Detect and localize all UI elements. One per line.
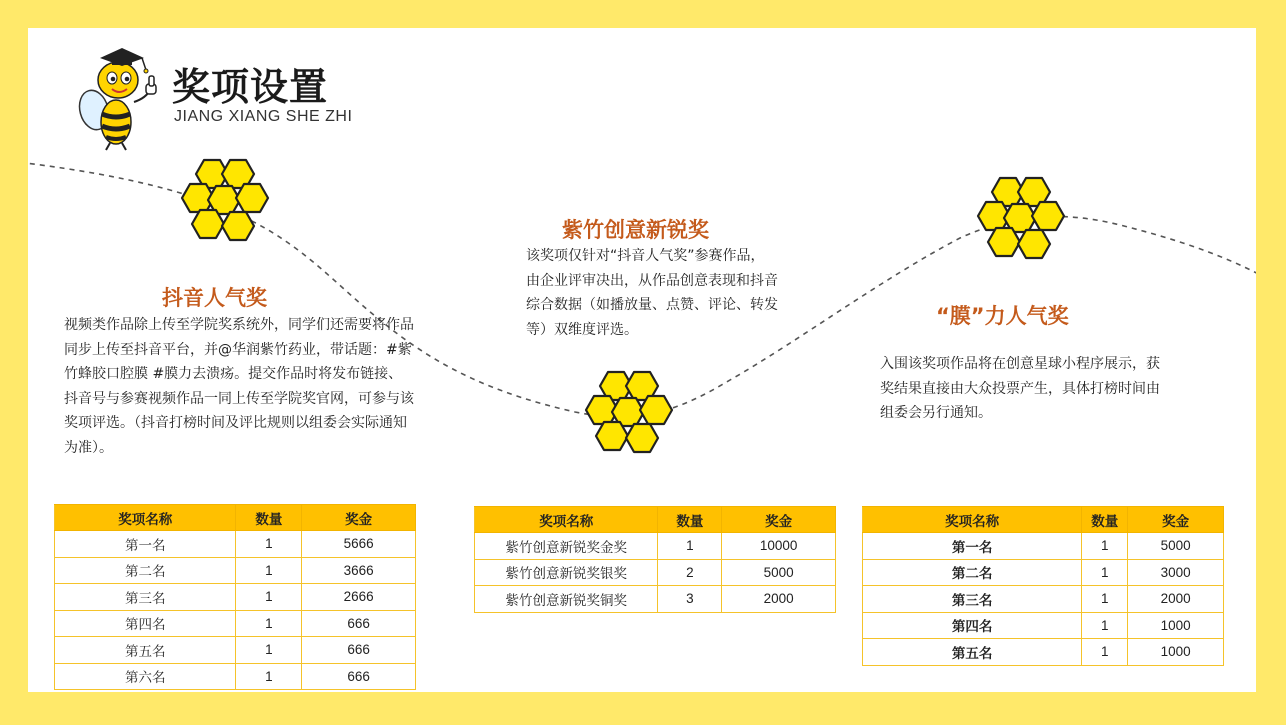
table-row <box>475 533 836 560</box>
table-row <box>863 533 1224 560</box>
table-row <box>55 663 416 690</box>
cell-award-name: 第四名 <box>55 610 236 637</box>
table-header-prize: 奖金 <box>302 505 416 531</box>
cell-prize: 2000 <box>1128 586 1224 613</box>
table-header-name: 奖项名称 <box>475 507 658 533</box>
cell-award-name: 第三名 <box>863 586 1082 613</box>
table-header-prize: 奖金 <box>722 507 836 533</box>
cell-quantity: 1 <box>236 610 302 637</box>
table-row <box>55 610 416 637</box>
table-row <box>55 531 416 558</box>
table-header-quantity: 数量 <box>236 505 302 531</box>
table-row <box>863 639 1224 666</box>
table-row <box>55 557 416 584</box>
table-header-prize: 奖金 <box>1128 507 1224 533</box>
cell-award-name: 紫竹创意新锐奖银奖 <box>475 559 658 586</box>
cell-quantity: 1 <box>658 533 722 560</box>
cell-quantity: 1 <box>1082 612 1128 639</box>
cell-quantity: 2 <box>658 559 722 586</box>
cell-quantity: 1 <box>236 531 302 558</box>
slide <box>28 28 1256 692</box>
cell-quantity: 1 <box>1082 533 1128 560</box>
cell-award-name: 第三名 <box>55 584 236 611</box>
table-row <box>863 559 1224 586</box>
cell-award-name: 紫竹创意新锐奖铜奖 <box>475 586 658 613</box>
table-header-quantity: 数量 <box>658 507 722 533</box>
cell-award-name: 第六名 <box>55 663 236 690</box>
table-row <box>475 586 836 613</box>
cell-award-name: 紫竹创意新锐奖金奖 <box>475 533 658 560</box>
prize-table-zizhu <box>474 506 836 613</box>
honeycomb-icon <box>172 156 284 256</box>
cell-award-name: 第一名 <box>55 531 236 558</box>
cell-quantity: 1 <box>1082 586 1128 613</box>
cell-prize: 5666 <box>302 531 416 558</box>
table-header-name: 奖项名称 <box>863 507 1082 533</box>
award-title-zizhu: 紫竹创意新锐奖 <box>562 218 709 242</box>
cell-prize: 3000 <box>1128 559 1224 586</box>
cell-prize: 5000 <box>722 559 836 586</box>
cell-quantity: 3 <box>658 586 722 613</box>
honeycomb-icon <box>576 368 688 468</box>
cell-prize: 666 <box>302 663 416 690</box>
cell-prize: 2000 <box>722 586 836 613</box>
cell-prize: 10000 <box>722 533 836 560</box>
award-title-douyin: 抖音人气奖 <box>162 286 267 310</box>
cell-prize: 1000 <box>1128 612 1224 639</box>
cell-quantity: 1 <box>236 584 302 611</box>
cell-prize: 666 <box>302 610 416 637</box>
cell-award-name: 第二名 <box>55 557 236 584</box>
cell-award-name: 第五名 <box>863 639 1082 666</box>
award-desc-zizhu: 该奖项仅针对“抖音人气奖”参赛作品，由企业评审决出，从作品创意表现和抖音综合数据（如播放量、点赞、评论、转发等）双维度评选。 <box>526 248 778 338</box>
honeycomb-icon <box>968 174 1080 274</box>
prize-table-douyin <box>54 504 416 690</box>
cell-quantity: 1 <box>1082 559 1128 586</box>
page-subtitle: JIANG XIANG SHE ZHI <box>174 108 353 125</box>
cell-prize: 5000 <box>1128 533 1224 560</box>
cell-prize: 666 <box>302 637 416 664</box>
cell-prize: 2666 <box>302 584 416 611</box>
cell-prize: 1000 <box>1128 639 1224 666</box>
table-header-name: 奖项名称 <box>55 505 236 531</box>
cell-award-name: 第四名 <box>863 612 1082 639</box>
cell-award-name: 第一名 <box>863 533 1082 560</box>
cell-quantity: 1 <box>1082 639 1128 666</box>
table-row <box>55 584 416 611</box>
award-desc-douyin: 视频类作品除上传至学院奖系统外，同学们还需要将作品同步上传至抖音平台，并@华润紫竹药业，带话题：#紫竹蜂胶口腔膜 #膜力去溃疡。提交作品时将发布链接、抖音号与参赛视频作品一同上传至学院奖官网，可参与该奖项评选。（抖音打榜时间及评比规则以组委会实际通知为准）。 <box>64 317 414 456</box>
prize-table-mo <box>862 506 1224 666</box>
award-desc-mo: 入围该奖项作品将在创意星球小程序展示，获奖结果直接由大众投票产生，具体打榜时间由组委会另行通知。 <box>880 356 1160 421</box>
table-header-quantity: 数量 <box>1082 507 1128 533</box>
bee-mascot-icon <box>72 40 172 152</box>
award-title-mo: “膜”力人气奖 <box>936 304 1069 328</box>
cell-quantity: 1 <box>236 663 302 690</box>
table-row <box>863 586 1224 613</box>
table-row <box>475 559 836 586</box>
table-row <box>55 637 416 664</box>
cell-quantity: 1 <box>236 637 302 664</box>
cell-award-name: 第五名 <box>55 637 236 664</box>
page-title: 奖项设置 <box>172 65 329 109</box>
cell-quantity: 1 <box>236 557 302 584</box>
cell-prize: 3666 <box>302 557 416 584</box>
table-row <box>863 612 1224 639</box>
cell-award-name: 第二名 <box>863 559 1082 586</box>
